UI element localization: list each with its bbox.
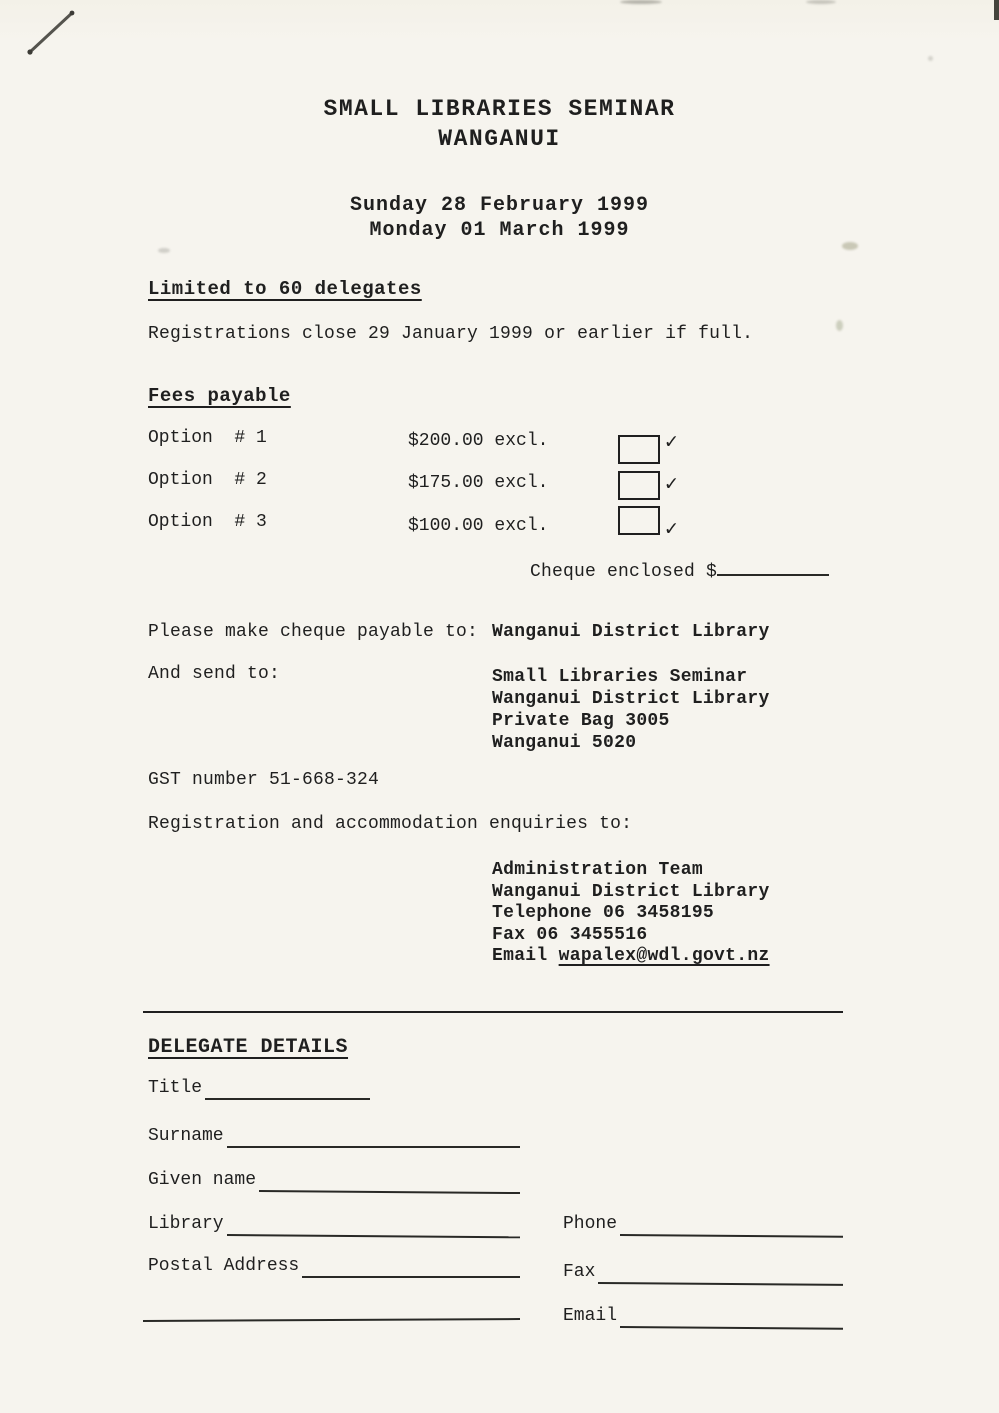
fee-option-row — [148, 512, 708, 542]
option-1-checkbox[interactable] — [618, 435, 660, 464]
field-row-fax — [563, 1258, 843, 1284]
scan-smudge — [836, 320, 843, 331]
option-1-price: $200.00 excl. — [408, 431, 549, 451]
field-row-postal-address-continued — [143, 1296, 520, 1322]
field-row-email — [563, 1302, 843, 1328]
section-divider — [143, 1011, 843, 1013]
field-row-surname — [148, 1122, 520, 1148]
field-row-phone — [563, 1210, 843, 1236]
field-row-library — [148, 1210, 520, 1236]
email-line — [492, 946, 770, 968]
enquiries-address — [492, 860, 770, 968]
cheque-amount-blank[interactable] — [717, 560, 829, 576]
fax-field-blank[interactable] — [598, 1260, 843, 1286]
email-address[interactable]: wapalex@wdl.govt.nz — [558, 946, 770, 966]
date-line-1: Sunday 28 February 1999 — [349, 194, 650, 217]
given-name-field-label: Given name — [148, 1170, 257, 1190]
postal-address-field-blank[interactable] — [302, 1254, 520, 1278]
option-3-label: Option # 3 — [148, 512, 267, 532]
cheque-enclosed-label: Cheque enclosed $ — [530, 562, 718, 582]
address-line: Private Bag 3005 — [492, 711, 670, 731]
scan-smudge — [928, 56, 933, 61]
pen-mark — [22, 6, 80, 60]
library-field-blank[interactable] — [227, 1212, 521, 1238]
scan-smudge — [806, 0, 836, 4]
send-to-label: And send to: — [148, 664, 281, 684]
registration-note: Registrations close 29 January 1999 or earlier if full. — [148, 324, 754, 344]
fees-heading: Fees payable — [148, 385, 291, 407]
surname-field-blank[interactable] — [227, 1124, 520, 1148]
given-name-field-blank[interactable] — [259, 1168, 520, 1194]
fee-option-row — [148, 428, 708, 458]
delegate-details-heading: DELEGATE DETAILS — [148, 1036, 349, 1059]
library-field-label: Library — [148, 1214, 224, 1234]
phone-field-label: Phone — [563, 1214, 618, 1234]
option-2-label: Option # 2 — [148, 470, 267, 490]
field-row-postal-address — [148, 1252, 520, 1278]
address-line: Small Libraries Seminar — [492, 667, 748, 687]
seminar-dates — [0, 193, 999, 243]
surname-field-label: Surname — [148, 1126, 224, 1146]
title-line-2: WANGANUI — [438, 126, 561, 152]
postal-address-field-label: Postal Address — [148, 1256, 300, 1276]
option-1-label: Option # 1 — [148, 428, 267, 448]
scan-smudge — [158, 248, 170, 253]
enquiries-label: Registration and accommodation enquiries to: — [148, 814, 633, 834]
scan-smudge — [842, 242, 858, 250]
address-line: Administration Team — [492, 860, 703, 880]
limit-heading: Limited to 60 delegates — [148, 278, 422, 300]
phone-field-blank[interactable] — [620, 1212, 843, 1238]
fee-option-row — [148, 470, 708, 500]
checkmark-icon: ✓ — [665, 474, 678, 497]
gst-number: GST number 51-668-324 — [148, 770, 380, 790]
address-line: Wanganui District Library — [492, 881, 770, 902]
checkmark-icon: ✓ — [665, 519, 678, 542]
address-line: Telephone 06 3458195 — [492, 903, 715, 923]
checkmark-icon: ✓ — [665, 432, 678, 455]
address-line: Fax 06 3455516 — [492, 924, 648, 945]
field-row-title — [148, 1074, 370, 1100]
title-field-label: Title — [148, 1078, 203, 1098]
payable-label: Please make cheque payable to: — [148, 622, 479, 642]
option-2-checkbox[interactable] — [618, 471, 660, 500]
scan-smudge — [620, 0, 662, 4]
fax-field-label: Fax — [563, 1262, 596, 1282]
address-line: Wanganui District Library — [492, 689, 770, 709]
payable-to-value: Wanganui District Library — [492, 622, 770, 642]
send-to-address — [492, 666, 770, 754]
field-row-given-name — [148, 1166, 520, 1192]
scan-edge-artifact — [994, 0, 999, 20]
option-3-price: $100.00 excl. — [408, 516, 549, 536]
email-label: Email — [492, 946, 548, 966]
title-line-1: SMALL LIBRARIES SEMINAR — [323, 96, 676, 122]
cheque-enclosed-line — [530, 560, 829, 582]
date-line-2: Monday 01 March 1999 — [369, 219, 630, 242]
title-field-blank[interactable] — [205, 1076, 370, 1100]
email-field-blank[interactable] — [620, 1304, 843, 1330]
email-field-label: Email — [563, 1306, 618, 1326]
page-title — [0, 94, 999, 154]
address-line: Wanganui 5020 — [492, 733, 637, 753]
option-2-price: $175.00 excl. — [408, 473, 549, 493]
option-3-checkbox[interactable] — [618, 506, 660, 535]
postal-address-continuation-blank[interactable] — [143, 1296, 520, 1322]
